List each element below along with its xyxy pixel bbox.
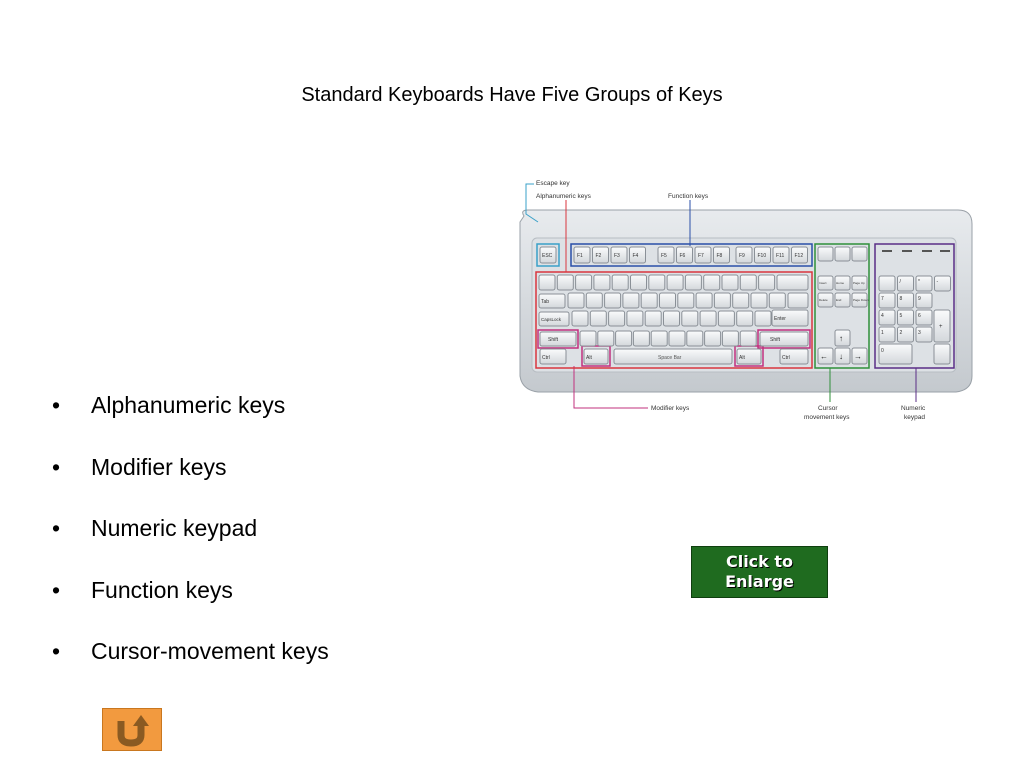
callout-numeric-label-2: keypad — [904, 414, 925, 421]
alphanumeric-key — [722, 275, 738, 290]
alphanumeric-key — [627, 311, 643, 326]
key-capslock — [539, 312, 569, 326]
key-insert — [818, 276, 833, 290]
key-num-2-label: 2 — [899, 330, 903, 336]
key-num-3 — [916, 327, 932, 342]
key-num-9-label: 9 — [918, 296, 921, 302]
bullet-item — [52, 634, 329, 696]
key-pageup-label: Page Up — [853, 281, 865, 285]
alphanumeric-key — [678, 293, 694, 308]
callout-escape-label: Escape key — [536, 180, 570, 187]
key-shift-left — [540, 332, 576, 346]
key-capslock-label: CapsLock — [541, 317, 562, 322]
key-tab — [539, 294, 565, 308]
bullet-marker: • — [52, 453, 61, 480]
key-num-1-label: 1 — [881, 330, 884, 336]
alphanumeric-key — [687, 331, 703, 346]
key-num-minus-label: - — [936, 279, 939, 285]
key-f8 — [714, 247, 730, 263]
alphanumeric-key — [649, 275, 665, 290]
key-f9 — [736, 247, 752, 263]
alphanumeric-key — [651, 331, 667, 346]
key-ctrl-left-label: Ctrl — [542, 355, 550, 361]
key-num-7 — [879, 293, 895, 308]
key-shift-left-label: Shift — [548, 337, 559, 343]
alphanumeric-key — [633, 331, 649, 346]
bullet-item — [52, 388, 329, 450]
alphanumeric-key — [598, 331, 614, 346]
slide-title: Standard Keyboards Have Five Groups of Keys — [301, 84, 723, 106]
key-num-4 — [879, 310, 895, 325]
arrow-down-icon: ↓ — [839, 352, 843, 361]
bullet-marker: • — [52, 515, 61, 541]
bullet-text: Numeric keypad — [91, 515, 258, 541]
alphanumeric-key — [605, 293, 621, 308]
alphanumeric-key — [645, 311, 661, 326]
key-f5-label: F5 — [661, 253, 667, 259]
bullet-item — [52, 450, 329, 512]
alphanumeric-key — [740, 275, 756, 290]
key-num-6 — [916, 310, 932, 325]
alphanumeric-key — [576, 275, 592, 290]
alphanumeric-key — [539, 275, 555, 290]
bullet-text: Function keys — [91, 576, 233, 603]
alphanumeric-key — [733, 293, 749, 308]
key-pagedown-label: Page Down — [853, 298, 869, 302]
alphanumeric-key — [557, 275, 573, 290]
key-shift-right-label: Shift — [770, 337, 781, 343]
alphanumeric-key — [737, 311, 753, 326]
arrow-down-key — [835, 348, 850, 364]
key-f12-label: F12 — [794, 253, 804, 259]
key-num-1 — [879, 327, 895, 342]
bullet-marker: • — [52, 638, 61, 664]
alphanumeric-key — [568, 293, 584, 308]
key-insert-label: Insert — [819, 281, 827, 285]
enlarge-button-line-1: Click to — [725, 552, 794, 571]
bullet-marker: • — [52, 576, 61, 603]
key-space — [614, 349, 732, 364]
key-f6 — [677, 247, 693, 263]
key-ctrl-right — [780, 349, 808, 364]
key-num-5 — [898, 310, 914, 325]
key-num-2 — [898, 327, 914, 342]
callout-alphanumeric-label: Alphanumeric keys — [536, 193, 591, 200]
key-num-4-label: 4 — [881, 313, 884, 319]
alphanumeric-key — [696, 293, 712, 308]
key-f6-label: F6 — [679, 253, 686, 259]
key-f3-label: F3 — [614, 253, 620, 259]
key-num-5-label: 5 — [899, 313, 903, 319]
bullet-marker: • — [52, 392, 61, 418]
key-end — [835, 293, 850, 307]
key-f2-label: F2 — [595, 253, 602, 259]
bullet-item — [52, 573, 329, 635]
callout-cursor-label-1: Cursor — [818, 405, 838, 412]
callout-cursor-label-2: movement keys — [804, 414, 850, 421]
alphanumeric-key — [685, 275, 701, 290]
key-space-label: Space Bar — [658, 355, 682, 361]
key-f7 — [695, 247, 711, 263]
arrow-right-icon: → — [854, 352, 862, 361]
enlarge-button-line-2: Enlarge — [725, 572, 794, 591]
key-num-0 — [879, 344, 912, 364]
alphanumeric-key — [751, 293, 767, 308]
arrow-right-key — [852, 348, 867, 364]
arrow-up-key — [835, 330, 850, 346]
key-num-7-label: 7 — [881, 296, 884, 302]
bullet-item — [52, 511, 329, 573]
callout-modifier-label: Modifier keys — [651, 405, 690, 412]
alphanumeric-key — [667, 275, 683, 290]
key-pageup — [852, 276, 867, 290]
key-num-star-label: * — [918, 279, 920, 285]
keyboard-svg — [518, 176, 974, 424]
key-f4 — [630, 247, 646, 263]
key-alt-right-label: Alt — [739, 355, 745, 361]
key-num-plus-label: + — [939, 324, 943, 330]
alphanumeric-key — [740, 331, 756, 346]
key-home — [835, 276, 850, 290]
alphanumeric-key — [664, 311, 680, 326]
key-num-plus — [934, 310, 950, 342]
key-f10 — [755, 247, 771, 263]
nav-top-keys — [818, 247, 867, 261]
key-alt-left-label: Alt — [586, 355, 592, 361]
alphanumeric-key — [594, 275, 610, 290]
alphanumeric-key — [714, 293, 730, 308]
key-ctrl-left — [540, 349, 566, 364]
key-f2 — [593, 247, 609, 263]
key-f5 — [658, 247, 674, 263]
key-num-minus — [935, 276, 951, 291]
key-num-slash-label: / — [899, 279, 901, 285]
key-num-enter — [934, 344, 950, 364]
alphanumeric-key — [700, 311, 716, 326]
key-f8-label: F8 — [716, 253, 723, 259]
arrow-left-key — [818, 348, 833, 364]
alphanumeric-key — [722, 331, 738, 346]
alphanumeric-key — [718, 311, 734, 326]
return-button[interactable] — [102, 708, 162, 751]
key-f1 — [574, 247, 590, 263]
key-end-label: End — [836, 298, 842, 302]
key-f11-label: F11 — [776, 253, 785, 259]
key-f11 — [773, 247, 789, 263]
arrow-up-icon: ↑ — [839, 334, 843, 343]
alphanumeric-key — [669, 331, 685, 346]
alphanumeric-key — [580, 331, 596, 346]
key-f3 — [611, 247, 627, 263]
bullet-text: Modifier keys — [91, 453, 227, 480]
key-shift-right — [760, 332, 808, 346]
key-f1-label: F1 — [577, 253, 583, 259]
alphanumeric-key — [641, 293, 657, 308]
bullet-text: Cursor-movement keys — [91, 638, 329, 664]
alphanumeric-key — [705, 331, 721, 346]
alphanumeric-key — [660, 293, 676, 308]
key-num-6-label: 6 — [918, 313, 921, 319]
key-enter — [772, 310, 808, 326]
key-tab-label: Tab — [541, 299, 550, 305]
key-num-8 — [898, 293, 914, 308]
key-f9-label: F9 — [739, 253, 745, 259]
alphanumeric-key — [759, 275, 775, 290]
key-delete-label: Delete — [819, 298, 828, 302]
alphanumeric-key — [616, 331, 632, 346]
key-home-label: Home — [836, 281, 845, 285]
key-num-9 — [916, 293, 932, 308]
alphanumeric-key — [682, 311, 698, 326]
bullet-text: Alphanumeric keys — [91, 392, 286, 418]
key-pagedown — [852, 293, 869, 307]
callout-function-label: Function keys — [668, 193, 709, 200]
arrow-left-icon: ← — [820, 352, 828, 361]
click-to-enlarge-button[interactable] — [691, 546, 828, 598]
key-f4-label: F4 — [632, 253, 639, 259]
alphanumeric-key — [755, 311, 771, 326]
key-delete — [818, 293, 833, 307]
bullet-list — [52, 388, 329, 696]
alphanumeric-key — [623, 293, 639, 308]
backspace-key — [777, 275, 808, 290]
u-turn-arrow-icon — [103, 709, 161, 750]
key-enter-label: Enter — [774, 316, 786, 322]
alphanumeric-key — [612, 275, 628, 290]
key-alt-right — [737, 349, 761, 364]
key-esc — [540, 247, 556, 263]
alphanumeric-key — [590, 311, 606, 326]
keyboard-diagram — [518, 176, 974, 424]
key-num-3-label: 3 — [918, 330, 921, 336]
alphanumeric-key — [769, 293, 785, 308]
key-esc-label: ESC — [542, 253, 553, 259]
key-num-star — [916, 276, 932, 291]
key-f7-label: F7 — [698, 253, 704, 259]
key-f12 — [792, 247, 808, 263]
key-num-lock — [879, 276, 895, 291]
callout-numeric-label-1: Numeric — [901, 405, 926, 412]
key-f10-label: F10 — [757, 253, 767, 259]
alphanumeric-key — [572, 311, 588, 326]
alphanumeric-key — [704, 275, 720, 290]
key-num-slash — [898, 276, 914, 291]
key-alt-left — [584, 349, 608, 364]
backslash-key — [788, 293, 808, 308]
key-num-0-label: 0 — [881, 348, 884, 354]
key-num-8-label: 8 — [899, 296, 903, 302]
alphanumeric-key — [609, 311, 625, 326]
alphanumeric-key — [586, 293, 602, 308]
key-ctrl-right-label: Ctrl — [782, 355, 790, 361]
alphanumeric-key — [631, 275, 647, 290]
